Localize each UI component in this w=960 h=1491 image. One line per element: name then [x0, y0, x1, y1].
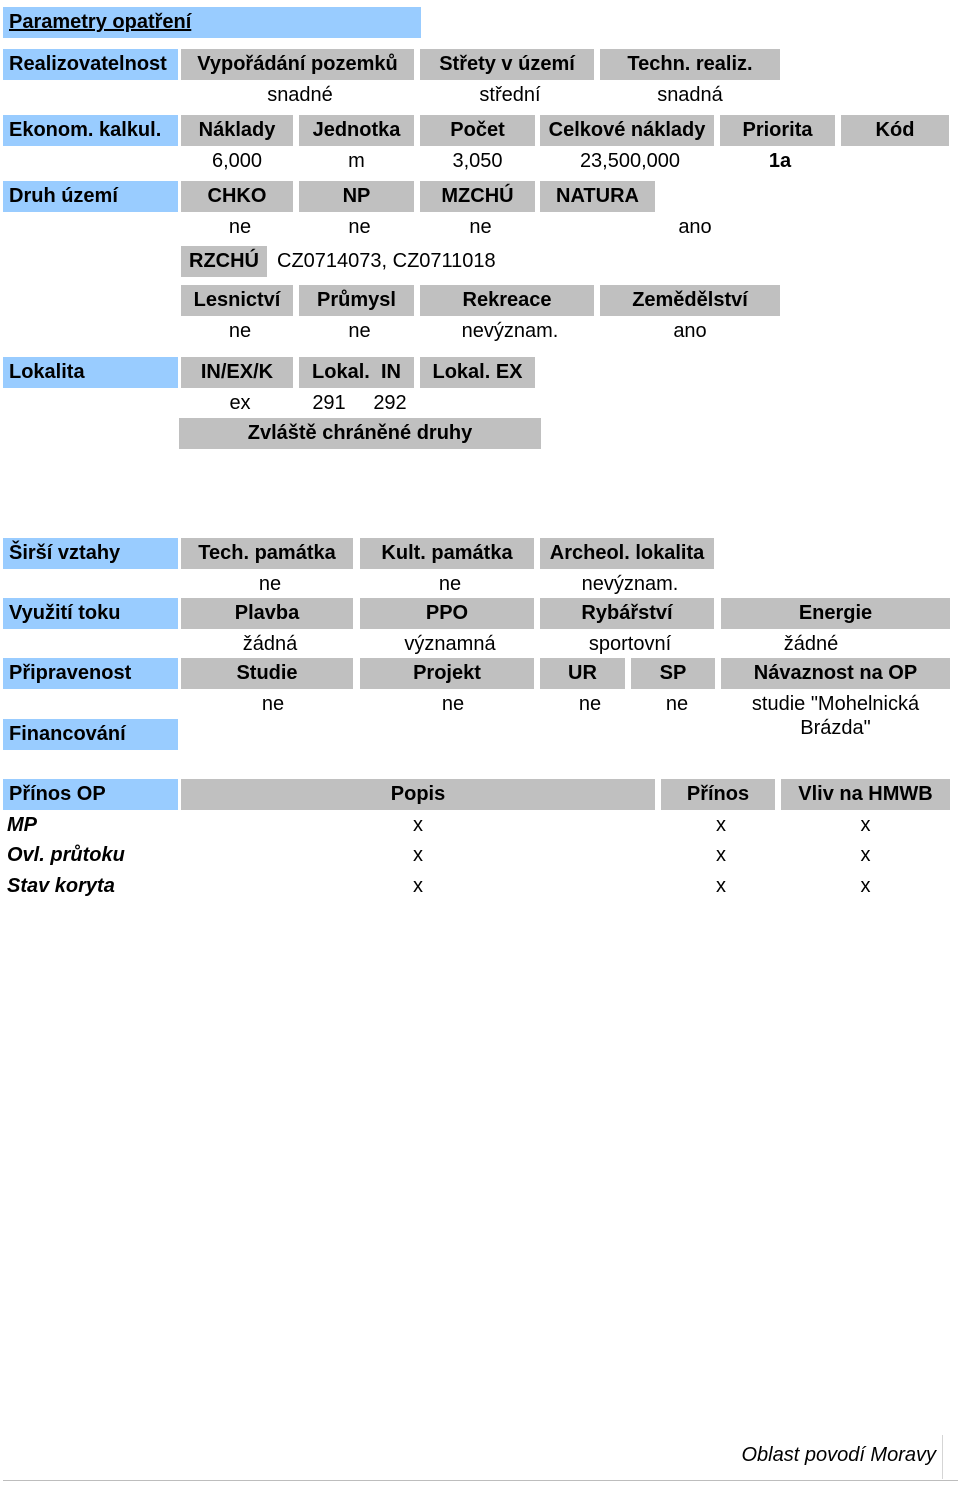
- value-strety: střední: [479, 84, 541, 106]
- lokalita-label: Lokalita: [3, 357, 178, 388]
- value-techn-realiz: snadná: [657, 84, 723, 106]
- pripravenost-label: Připravenost: [3, 658, 178, 689]
- header-pocet: Počet: [420, 115, 535, 146]
- prinos-label: Přínos OP: [3, 779, 178, 810]
- value-ppo: významná: [404, 633, 496, 655]
- realizovatelnost-label: Realizovatelnost: [3, 49, 178, 80]
- page-title-text: Parametry opatření: [9, 11, 192, 33]
- value-projekt: ne: [441, 693, 465, 715]
- prinos-row-vliv: x: [860, 814, 871, 836]
- header-navaznost-na-op: Návaznost na OP: [721, 658, 950, 689]
- header-plavba: Plavba: [181, 598, 353, 629]
- header-strety: Střety v území: [420, 49, 594, 80]
- prinos-row-prinos: x: [716, 844, 726, 866]
- header-natura: NATURA: [540, 181, 655, 212]
- value-rekreace: nevýznam.: [461, 320, 559, 342]
- header-lesnictvi: Lesnictví: [181, 285, 293, 316]
- value-pocet: 3,050: [452, 150, 503, 172]
- header-archeol-lokalita: Archeol. lokalita: [540, 538, 714, 569]
- prinos-row-name: Stav koryta: [7, 875, 115, 897]
- prinos-row-popis: x: [413, 844, 423, 866]
- header-in-ex-k: IN/EX/K: [181, 357, 293, 388]
- value-navaznost-line2: Brázda": [800, 717, 871, 739]
- prinos-row-prinos: x: [716, 814, 726, 836]
- header-ppo: PPO: [360, 598, 534, 629]
- value-prumysl: ne: [348, 320, 371, 342]
- header-rekreace: Rekreace: [420, 285, 594, 316]
- header-techn-realiz: Techn. realiz.: [600, 49, 780, 80]
- prinos-row-vliv: x: [860, 875, 871, 897]
- value-energie: žádné: [783, 633, 839, 655]
- value-priorita: 1a: [768, 150, 792, 172]
- value-lesnictvi: ne: [228, 320, 252, 342]
- value-in-ex-k: ex: [229, 392, 251, 414]
- value-rzchu: CZ0714073, CZ0711018: [277, 250, 496, 272]
- page-title: [3, 7, 421, 38]
- value-ur: ne: [578, 693, 602, 715]
- header-rzchu: RZCHÚ: [181, 246, 267, 277]
- financovani-label: Financování: [3, 719, 178, 750]
- value-natura: ano: [678, 216, 712, 238]
- prinos-row-name: Ovl. průtoku: [7, 844, 125, 866]
- header-ur: UR: [540, 658, 625, 689]
- value-tech-pamatka: ne: [258, 573, 282, 595]
- vyuziti-label: Využití toku: [3, 598, 178, 629]
- header-zemedelstvi: Zemědělství: [600, 285, 780, 316]
- header-mzchu: MZCHÚ: [420, 181, 535, 212]
- header-vyporadani: Vypořádání pozemků: [181, 49, 414, 80]
- header-lokal-in: Lokal. IN: [299, 357, 414, 388]
- value-archeol-lokalita: nevýznam.: [581, 573, 679, 595]
- value-sp: ne: [665, 693, 689, 715]
- footer-text: Oblast povodí Moravy: [741, 1444, 936, 1466]
- header-tech-pamatka: Tech. památka: [181, 538, 353, 569]
- prinos-row-name: MP: [7, 814, 37, 836]
- sirsi-label: Širší vztahy: [3, 538, 178, 569]
- header-np: NP: [299, 181, 414, 212]
- header-zvlaste-chranene-druhy: Zvláště chráněné druhy: [179, 418, 541, 449]
- header-studie: Studie: [181, 658, 353, 689]
- header-popis: Popis: [181, 779, 655, 810]
- value-naklady: 6,000: [211, 150, 263, 172]
- footer-divider: [3, 1480, 958, 1481]
- value-lokal-ex: 292: [373, 392, 407, 414]
- value-np: ne: [348, 216, 371, 238]
- value-mzchu: ne: [469, 216, 492, 238]
- value-plavba: žádná: [242, 633, 298, 655]
- value-chko: ne: [228, 216, 252, 238]
- value-navaznost-line1: studie "Mohelnická: [751, 693, 920, 715]
- header-naklady: Náklady: [181, 115, 293, 146]
- prinos-row-popis: x: [413, 875, 423, 897]
- header-prumysl: Průmysl: [299, 285, 414, 316]
- header-projekt: Projekt: [360, 658, 534, 689]
- value-kult-pamatka: ne: [438, 573, 462, 595]
- header-sp: SP: [631, 658, 715, 689]
- prinos-row-popis: x: [413, 814, 423, 836]
- header-vliv-na-hmwb: Vliv na HMWB: [781, 779, 950, 810]
- druh-label: Druh území: [3, 181, 178, 212]
- header-jednotka: Jednotka: [299, 115, 414, 146]
- header-chko: CHKO: [181, 181, 293, 212]
- value-zemedelstvi: ano: [673, 320, 707, 342]
- header-rybarstvi: Rybářství: [540, 598, 714, 629]
- value-jednotka: m: [348, 150, 365, 172]
- prinos-row-vliv: x: [860, 844, 871, 866]
- ekonom-label: Ekonom. kalkul.: [3, 115, 178, 146]
- value-studie: ne: [261, 693, 285, 715]
- header-celkove-naklady: Celkové náklady: [540, 115, 714, 146]
- value-vyporadani: snadné: [267, 84, 333, 106]
- prinos-row-prinos: x: [716, 875, 726, 897]
- header-lokal-ex: Lokal. EX: [420, 357, 535, 388]
- value-celkove-naklady: 23,500,000: [579, 150, 681, 172]
- footer-divider-vertical: [942, 1435, 943, 1479]
- header-kult-pamatka: Kult. památka: [360, 538, 534, 569]
- value-rybarstvi: sportovní: [588, 633, 672, 655]
- value-lokal-in: 291: [312, 392, 346, 414]
- header-priorita: Priorita: [720, 115, 835, 146]
- header-kod: Kód: [841, 115, 949, 146]
- header-prinos: Přínos: [661, 779, 775, 810]
- header-energie: Energie: [721, 598, 950, 629]
